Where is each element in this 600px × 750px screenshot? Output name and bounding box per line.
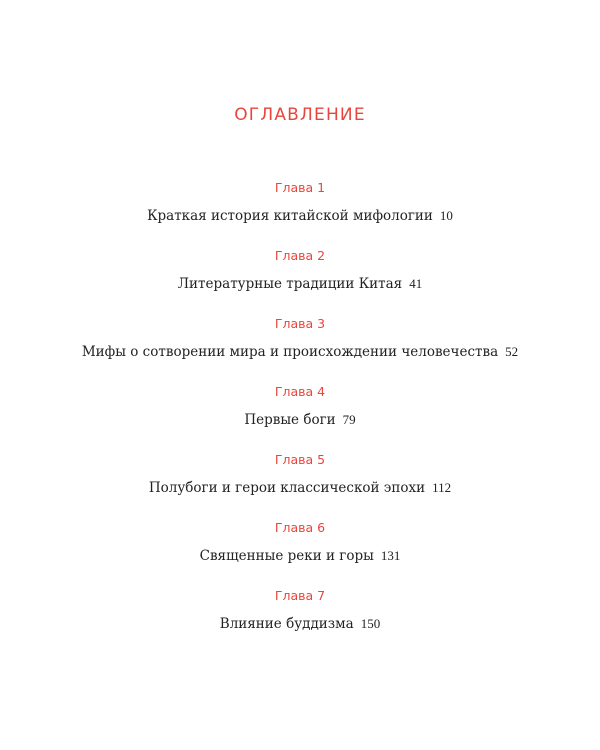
chapter-title: Литературные традиции Китая (177, 276, 403, 292)
chapter-title-line (0, 275, 600, 293)
chapter-title-line (0, 547, 600, 565)
chapter-label: Глава 3 (274, 316, 326, 331)
toc-entry-3[interactable] (0, 316, 600, 384)
chapter-title: Влияние буддизма (219, 616, 354, 632)
chapter-title-line (0, 207, 600, 225)
chapter-label: Глава 2 (274, 248, 326, 263)
chapter-page-number: 131 (380, 548, 401, 563)
toc-entry-1[interactable] (0, 180, 600, 248)
chapter-label: Глава 4 (274, 384, 326, 399)
chapter-label: Глава 6 (274, 520, 326, 535)
toc-list (0, 180, 600, 656)
chapter-page-number: 112 (432, 480, 452, 495)
chapter-title-line (0, 411, 600, 429)
chapter-page-number: 10 (439, 208, 453, 223)
chapter-title: Мифы о сотворении мира и происхождении человечества (81, 344, 499, 360)
toc-entry-4[interactable] (0, 384, 600, 452)
chapter-title: Священные реки и горы (199, 548, 374, 564)
toc-entry-7[interactable] (0, 588, 600, 656)
chapter-page-number: 52 (505, 344, 519, 359)
chapter-page-number: 79 (342, 412, 356, 427)
chapter-title-line (0, 343, 600, 361)
toc-entry-5[interactable] (0, 452, 600, 520)
chapter-title: Полубоги и герои классической эпохи (148, 480, 426, 496)
chapter-title-line (0, 615, 600, 633)
toc-heading: ОГЛАВЛЕНИЕ (234, 105, 366, 125)
chapter-title: Краткая история китайской мифологии (147, 208, 433, 224)
toc-entry-2[interactable] (0, 248, 600, 316)
chapter-title: Первые боги (244, 412, 336, 428)
chapter-label: Глава 1 (274, 180, 326, 195)
chapter-page-number: 41 (409, 276, 423, 291)
chapter-label: Глава 7 (274, 588, 326, 603)
toc-entry-6[interactable] (0, 520, 600, 588)
chapter-label: Глава 5 (274, 452, 326, 467)
chapter-page-number: 150 (360, 616, 381, 631)
chapter-title-line (0, 479, 600, 497)
